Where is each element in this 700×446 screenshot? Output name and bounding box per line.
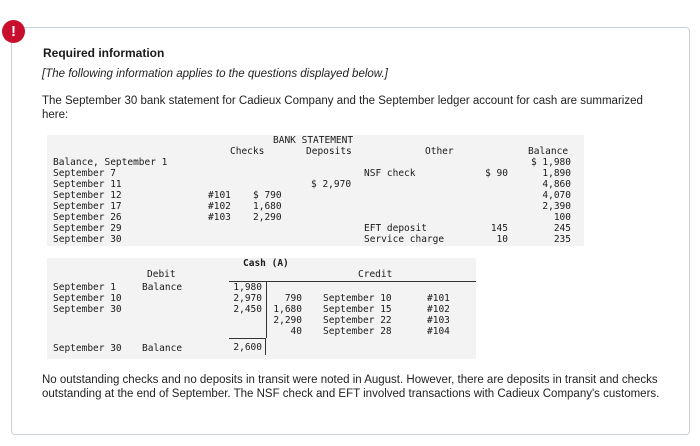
credit-amount: 40 [290, 326, 302, 337]
debit-amount: 1,980 [233, 282, 262, 293]
other-amount: $ 90 [485, 168, 508, 179]
credit-amount: 790 [284, 293, 302, 304]
section-title: Required information [43, 46, 165, 60]
debit-amount: 2,450 [233, 304, 262, 315]
credit-amount: 2,290 [273, 315, 302, 326]
bank-date: September 7 [53, 168, 116, 179]
balance-header: Balance [142, 282, 183, 293]
ending-label: Balance [142, 343, 183, 354]
footer-text: No outstanding checks and no deposits in transit were noted in August. However, there are deposits in transit and checks outstanding at the end of September. The NSF check and EFT involved transactions with Cadieux Company's customers. [42, 374, 660, 400]
balance-value: 1,890 [542, 168, 571, 179]
debit-date: September 10 [53, 293, 122, 304]
credit-ref: #101 [427, 293, 450, 304]
bank-date: September 30 [53, 234, 122, 245]
ending-amount: 2,600 [233, 342, 262, 353]
deposit-amount: $ 2,970 [311, 179, 352, 190]
balance-value: $ 1,980 [530, 157, 571, 168]
check-amount: 1,680 [253, 201, 282, 212]
debit-header: Debit [147, 269, 176, 280]
bank-date: September 29 [53, 223, 122, 234]
balance-value: 245 [553, 223, 571, 234]
section-subtitle: [The following information applies to the questions displayed below.] [42, 68, 388, 80]
intro-text: The September 30 bank statement for Cadieux Company and the September ledger account for cash are summarized here: [42, 95, 643, 121]
check-amount: 2,290 [253, 212, 282, 223]
check-number: #102 [208, 201, 231, 212]
bank-statement-heading: BANK STATEMENT [273, 135, 354, 146]
credit-ref: #103 [427, 315, 450, 326]
ending-date: September 30 [53, 343, 122, 354]
other-amount: 10 [496, 234, 508, 245]
balance-value: 4,860 [542, 179, 571, 190]
other-amount: 145 [490, 223, 508, 234]
other-header: Other [425, 146, 454, 157]
balance-value: 100 [553, 212, 571, 223]
bank-date: Balance, September 1 [53, 157, 168, 168]
other-label: NSF check [364, 168, 416, 179]
credit-ref: #104 [427, 326, 450, 337]
credit-date: September 15 [323, 304, 392, 315]
bank-date: September 11 [53, 179, 122, 190]
credit-date: September 22 [323, 315, 392, 326]
checks-header: Checks [230, 146, 265, 157]
alert-icon: ! [2, 20, 25, 43]
other-label: EFT deposit [364, 223, 427, 234]
other-label: Service charge [364, 234, 445, 245]
balance-value: 2,390 [542, 201, 571, 212]
balance-value: 235 [553, 234, 571, 245]
credit-date: September 10 [323, 293, 392, 304]
deposits-header: Deposits [306, 146, 352, 157]
balance-value: 4,070 [542, 190, 571, 201]
credit-header: Credit [358, 269, 393, 280]
bank-date: September 26 [53, 212, 122, 223]
credit-date: September 28 [323, 326, 392, 337]
bank-date: September 12 [53, 190, 122, 201]
debit-date: September 30 [53, 304, 122, 315]
t-account-center-line [266, 281, 267, 338]
bank-date: September 17 [53, 201, 122, 212]
ledger-title: Cash (A) [243, 258, 289, 269]
check-amount: $ 790 [253, 190, 282, 201]
check-number: #101 [208, 190, 231, 201]
check-number: #103 [208, 212, 231, 223]
debit-amount: 2,970 [233, 293, 262, 304]
balance-header: Balance [528, 146, 569, 157]
credit-ref: #102 [427, 304, 450, 315]
credit-amount: 1,680 [273, 304, 302, 315]
debit-date: September 1 [53, 282, 116, 293]
